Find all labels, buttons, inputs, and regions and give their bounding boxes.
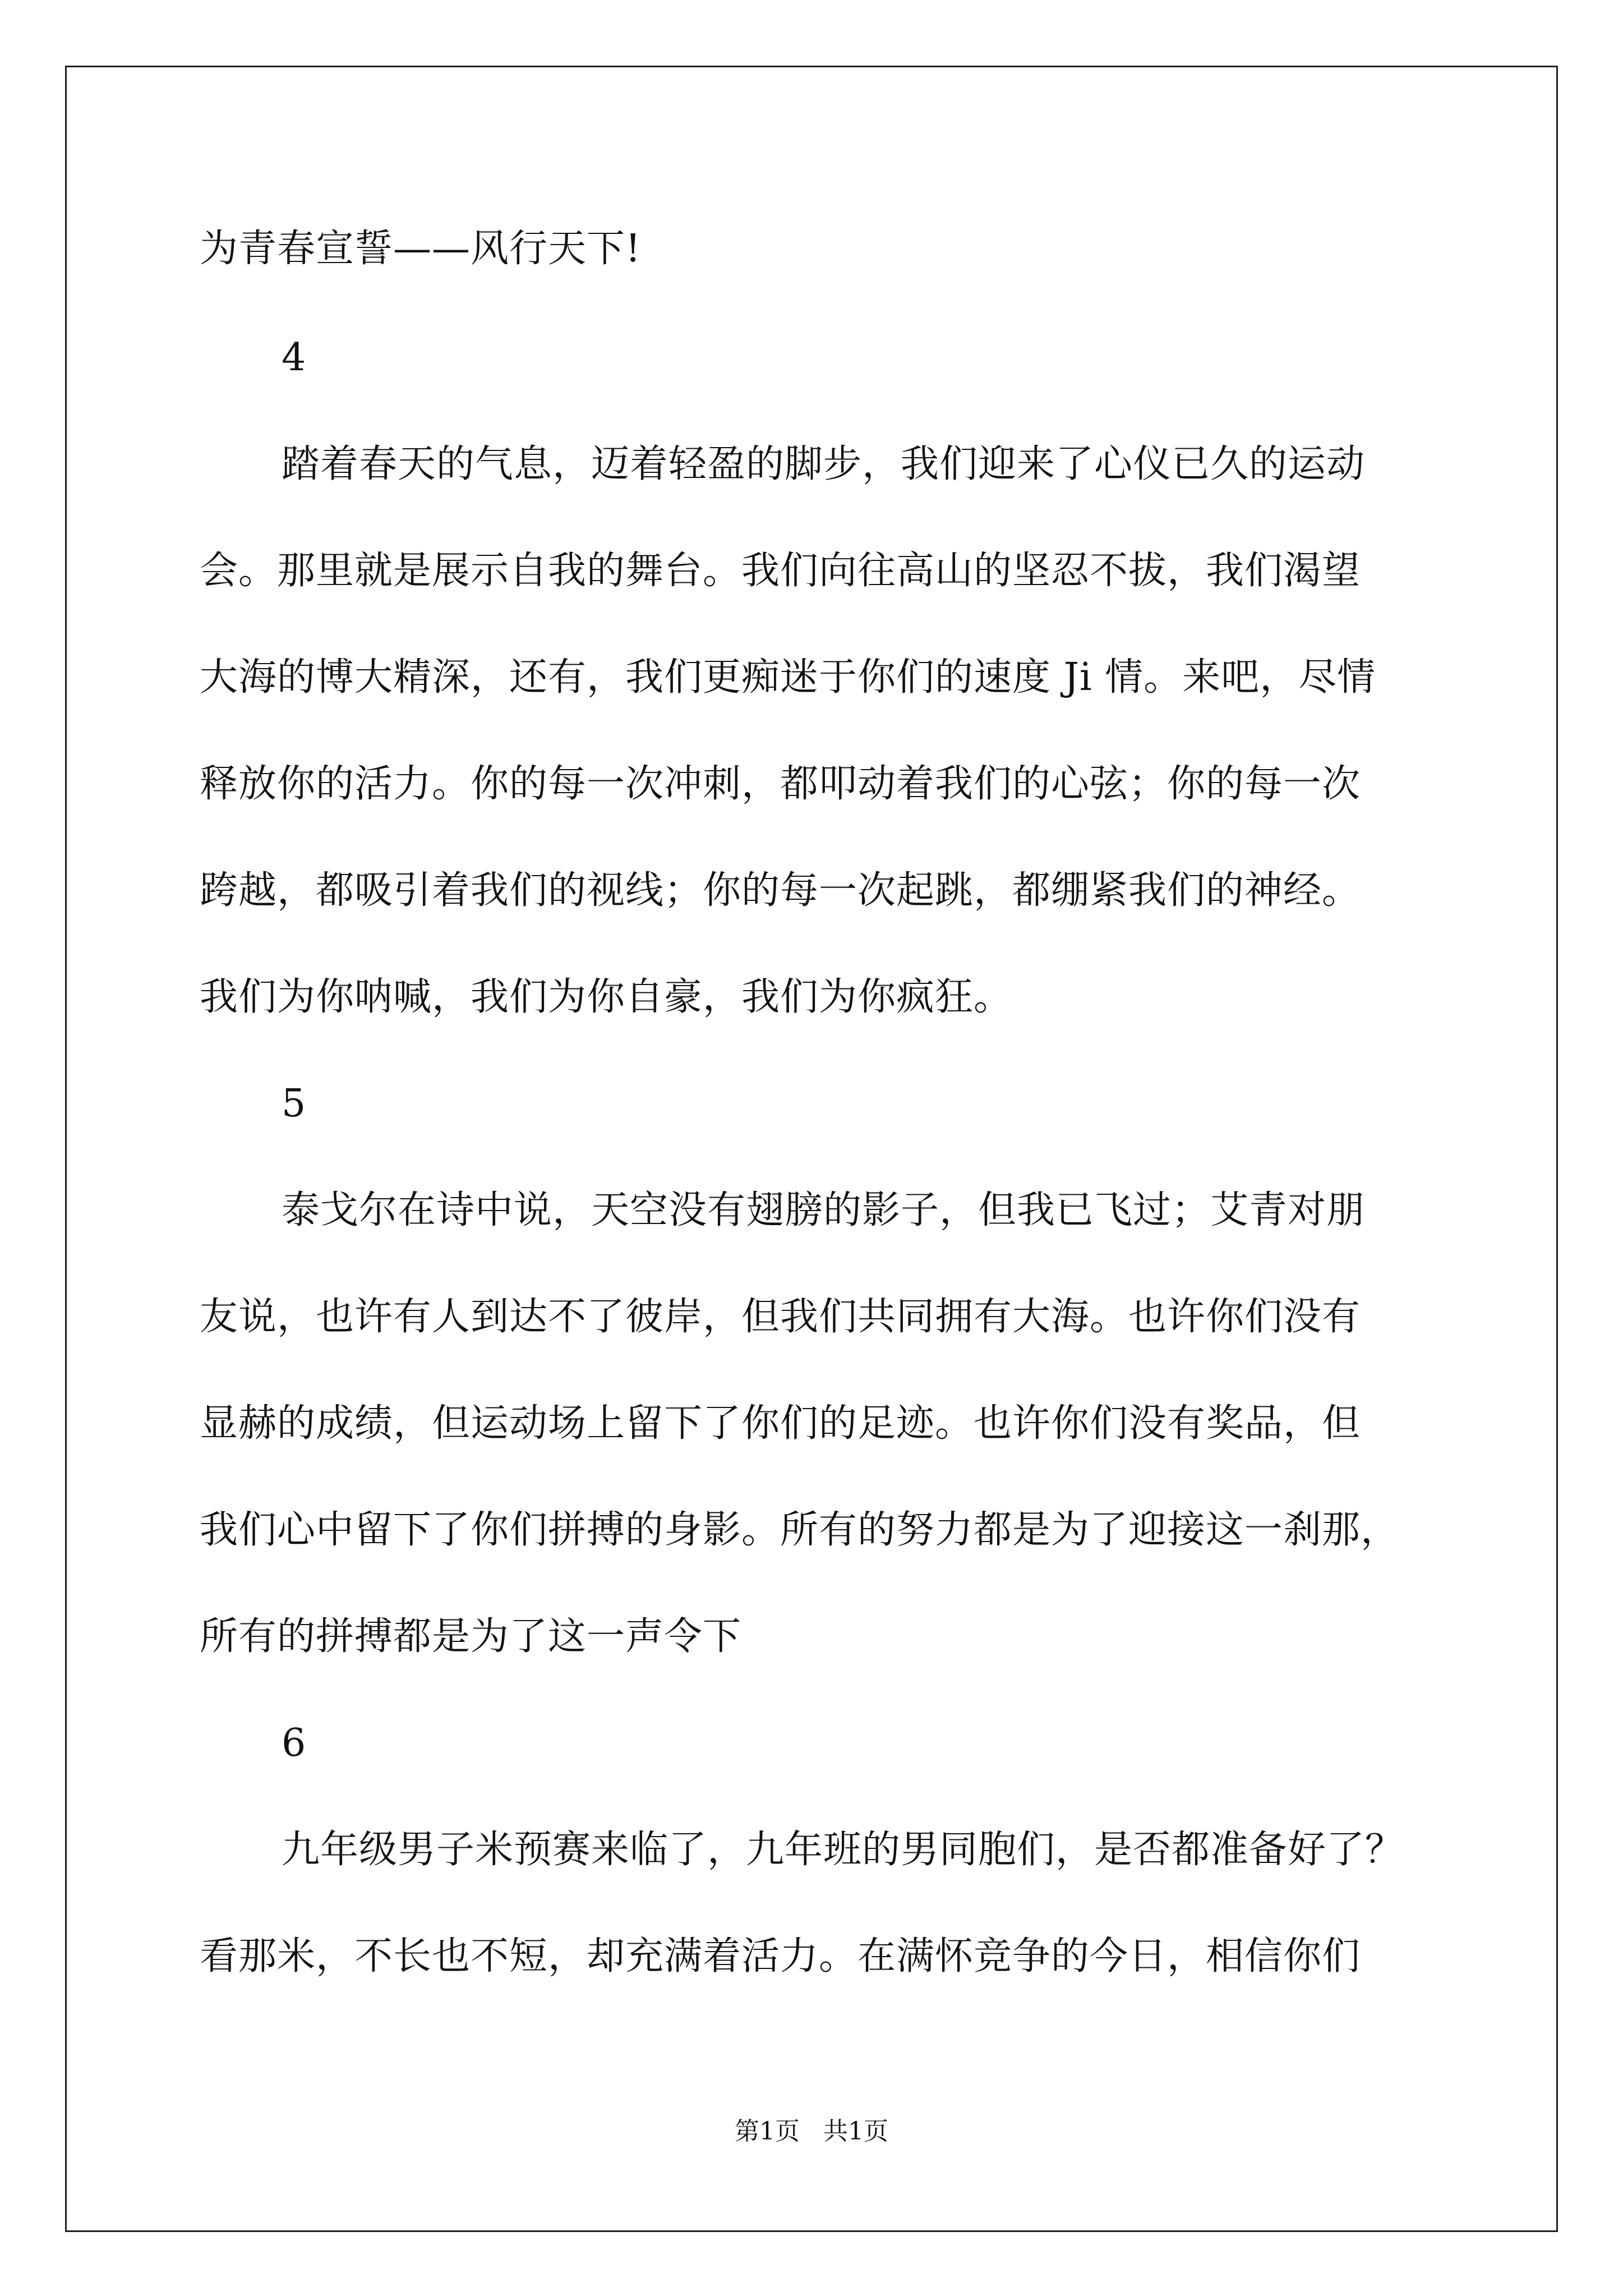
document-line: 会。那里就是展示自我的舞台。我们向往高山的坚忍不拔，我们渴望 (200, 549, 1361, 593)
section-number: 5 (282, 1082, 307, 1126)
section-number: 4 (282, 335, 307, 380)
document-line: 释放你的活力。你的每一次冲刺，都叩动着我们的心弦；你的每一次 (200, 762, 1361, 806)
document-line: 跨越，都吸引着我们的视线；你的每一次起跳，都绷紧我们的神经。 (200, 868, 1361, 913)
document-line: 九年级男子米预赛来临了，九年班的男同胞们，是否都准备好了？ (282, 1828, 1404, 1872)
document-line: 踏着春天的气息，迈着轻盈的脚步，我们迎来了心仪已久的运动 (282, 442, 1366, 486)
page-footer: 第1页 共1页 (735, 2117, 888, 2146)
page-border (65, 66, 1558, 2232)
document-line: 看那米，不长也不短，却充满着活力。在满怀竞争的今日，相信你们 (200, 1934, 1361, 1978)
document-line: 我们为你呐喊，我们为你自豪，我们为你疯狂。 (200, 975, 1013, 1019)
document-line: 泰戈尔在诗中说，天空没有翅膀的影子，但我已飞过；艾青对朋 (282, 1188, 1366, 1232)
document-line: 友说，也许有人到达不了彼岸，但我们共同拥有大海。也许你们没有 (200, 1295, 1361, 1339)
document-line: 为青春宣誓——风行天下! (200, 227, 642, 271)
section-number: 6 (282, 1721, 307, 1765)
document-line: 我们心中留下了你们拼搏的身影。所有的努力都是为了迎接这一刹那， (200, 1508, 1400, 1552)
document-line: 大海的博大精深，还有，我们更痴迷于你们的速度 Ji 情。来吧，尽情 (200, 655, 1376, 700)
document-line: 所有的拼搏都是为了这一声令下 (200, 1614, 742, 1659)
document-line: 显赫的成绩，但运动场上留下了你们的足迹。也许你们没有奖品，但 (200, 1401, 1361, 1446)
